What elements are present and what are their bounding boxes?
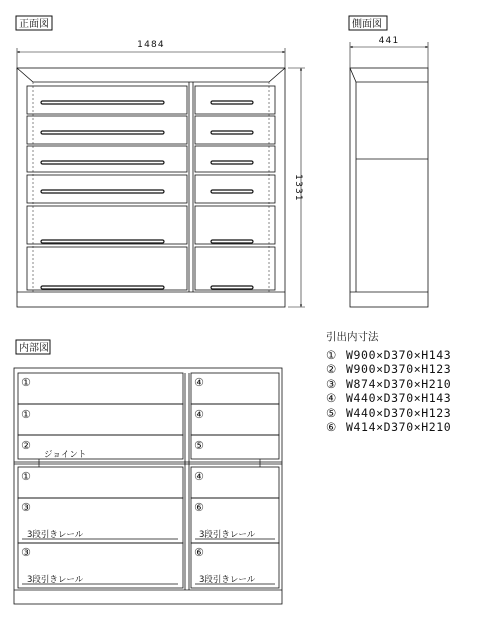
side-body [350, 68, 428, 307]
front-drawer-left [27, 175, 187, 203]
legend-number: ⑤ [326, 405, 337, 420]
front-drawer-right [195, 86, 275, 114]
legend-row [326, 348, 451, 363]
front-width-label: 1484 [137, 40, 165, 50]
front-view [16, 16, 305, 307]
handle [41, 286, 164, 289]
cell-label: ③ [21, 546, 31, 559]
side-view-title: 側面図 [352, 19, 382, 30]
cell-label: ④ [194, 408, 204, 421]
side-crown [350, 68, 428, 82]
legend-dims: W440×D370×H143 [346, 391, 452, 405]
handle [211, 101, 253, 104]
side-depth-label: 441 [378, 36, 400, 46]
handle [211, 240, 253, 243]
legend-row [326, 391, 451, 406]
cell-label: ④ [194, 470, 204, 483]
top-crown [17, 68, 285, 82]
front-drawer-right [195, 116, 275, 144]
legend-dims: W440×D370×H123 [346, 405, 452, 420]
front-drawer-right [195, 175, 275, 203]
interior-drawer-right-3 [191, 435, 279, 459]
handle [211, 161, 253, 164]
interior-drawer-left-4 [18, 467, 183, 498]
cell-label: ③ [21, 501, 31, 514]
drawer-dimensions-legend [326, 330, 451, 435]
interior-drawer-right-4 [191, 467, 279, 498]
drawer-handles [41, 101, 253, 289]
interior-drawer-left-2 [18, 404, 183, 435]
rail-label: 3段引きレール [199, 530, 256, 540]
cell-label: ⑥ [194, 546, 204, 559]
handle [211, 286, 253, 289]
interior-drawer-right-2 [191, 404, 279, 435]
legend-row [326, 362, 451, 377]
legend-dims: W900×D370×H143 [346, 347, 452, 362]
legend-number: ① [326, 347, 337, 362]
front-height-label: 1331 [293, 174, 303, 202]
handle [41, 161, 164, 164]
handle [41, 101, 164, 104]
interior-drawer-left-3 [18, 435, 183, 459]
handle [41, 131, 164, 134]
joint-label: ジョイント [44, 450, 87, 460]
interior-annotations [27, 450, 256, 585]
legend-row [326, 377, 451, 392]
front-drawer-right [195, 247, 275, 290]
legend-row [326, 420, 451, 435]
legend-row [326, 406, 451, 421]
front-drawer-left [27, 86, 187, 114]
rail-label: 3段引きレール [27, 575, 84, 585]
interior-drawer-right-1 [191, 373, 279, 404]
front-view-title: 正面図 [19, 19, 49, 30]
legend-title: 引出内寸法 [326, 331, 379, 343]
cell-label: ⑥ [194, 501, 204, 514]
handle [211, 190, 253, 193]
handle [41, 240, 164, 243]
legend-number: ④ [326, 391, 337, 405]
front-drawer-left [27, 206, 187, 244]
handle [211, 131, 253, 134]
legend-number: ⑥ [326, 420, 337, 434]
front-drawer-left [27, 247, 187, 290]
interior-view-title: 内部図 [19, 343, 49, 354]
legend-dims: W874×D370×H210 [346, 376, 452, 391]
interior-drawer-left-1 [18, 373, 183, 404]
cell-label: ⑤ [194, 439, 204, 452]
handle [41, 190, 164, 193]
cell-label: ① [21, 408, 31, 421]
legend-dims: W414×D370×H210 [346, 420, 452, 434]
front-drawer-right [195, 206, 275, 244]
rail-label: 3段引きレール [27, 530, 84, 540]
legend-number: ③ [326, 376, 337, 391]
front-drawer-left [27, 116, 187, 144]
legend-number: ② [326, 362, 337, 376]
side-view [349, 16, 428, 307]
front-drawer-left [27, 146, 187, 172]
rail-label: 3段引きレール [199, 575, 256, 585]
cell-label: ① [21, 376, 31, 389]
cell-label: ② [21, 439, 31, 452]
cell-label: ④ [194, 376, 204, 389]
interior-body [14, 368, 282, 604]
front-drawer-right [195, 146, 275, 172]
legend-dims: W900×D370×H123 [346, 362, 452, 376]
cell-label: ① [21, 470, 31, 483]
interior-view [14, 340, 282, 604]
